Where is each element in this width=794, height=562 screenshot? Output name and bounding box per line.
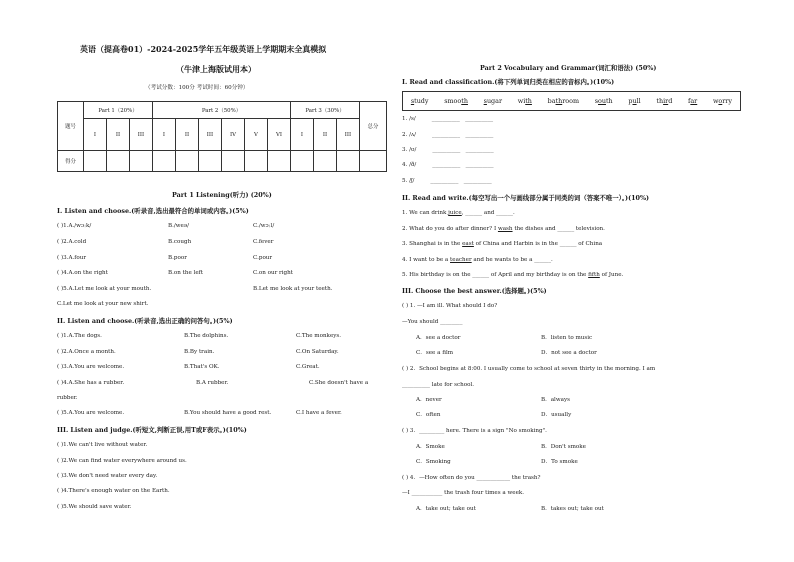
r-sec2-item: 3. Shanghai is in the east of China and Harbin is in the ______ of China — [402, 241, 603, 247]
l-sec1-extra: C.Let me look at your new shirt. — [57, 301, 149, 307]
word-third: third — [656, 97, 673, 105]
score-col: III — [130, 119, 153, 151]
q4-option-b[interactable]: B．takes out; take out — [541, 506, 604, 512]
score-cell[interactable] — [84, 151, 107, 172]
q3-option-d[interactable]: D．To smoke — [541, 459, 578, 465]
score-col: III — [199, 119, 222, 151]
word-smooth: smooth — [444, 97, 468, 105]
q2-option-a[interactable]: A．never — [416, 397, 442, 403]
l-sec1-opt: C.on our right — [253, 270, 293, 276]
phonetic-row: 3. /ʊ/ __________ __________ — [402, 147, 494, 153]
score-col: V — [245, 119, 268, 151]
phonetic-label: 1. /s/ — [402, 116, 416, 122]
score-cell[interactable] — [291, 151, 314, 172]
underlined-letters: o — [718, 97, 723, 105]
score-cell[interactable] — [337, 151, 360, 172]
score-cell[interactable] — [199, 151, 222, 172]
underlined-letters: s — [483, 97, 487, 105]
q1-option-b[interactable]: B．listen to music — [541, 335, 593, 341]
score-table-label-number: 题号 — [58, 102, 84, 151]
r-sec2-item: 1. We can drink juice, ______ and ______. — [402, 210, 515, 216]
r-sec3-heading: III. Choose the best answer.(选择题。)(5%) — [402, 287, 547, 295]
score-cell[interactable] — [107, 151, 130, 172]
l-sec1-item: ( )5.A.Let me look at your mouth. — [57, 286, 152, 292]
phonetic-row: 4. /ð/ __________ __________ — [402, 162, 494, 168]
r-sec2-heading: II. Read and write.(每空写出一个与画线部分属于同类的词（答案不唯一）。)(10%) — [402, 194, 650, 202]
l-sec1-item: ( )2.A.cold — [57, 239, 87, 245]
l-sec3-item: ( )4.There's enough water on the Earth. — [57, 488, 170, 494]
score-cell[interactable] — [245, 151, 268, 172]
q4-stem: ( ) 4．—How often do you ____________ the trash? — [402, 475, 541, 481]
l-sec1-opt: B.on the left — [168, 270, 203, 276]
score-cell[interactable] — [268, 151, 291, 172]
q2-option-b[interactable]: B．always — [541, 397, 570, 403]
word-study: study — [410, 97, 429, 105]
exam-subtitle: （牛津上海版试用本） — [176, 64, 256, 74]
l-sec3-item: ( )5.We should save water. — [57, 504, 132, 510]
l-sec1-item: ( )4.A.on the right — [57, 270, 108, 276]
l-sec2-item: ( )1.A.The dogs. — [57, 333, 102, 339]
word-south: south — [594, 97, 613, 105]
phonetic-label: 3. /ʊ/ — [402, 147, 417, 153]
part1-title: Part 1 Listening(听力) (20%) — [172, 191, 272, 199]
l-sec2-item: ( )3.A.You are welcome. — [57, 364, 125, 370]
exam-info: （考试分数：100分 考试时间：60分钟） — [145, 85, 249, 91]
q1-option-c[interactable]: C．see a film — [416, 350, 454, 356]
r-sec2-item: 4. I want to be a teacher and he wants to be a ______. — [402, 257, 553, 263]
l-sec2-opt: C.Great. — [296, 364, 320, 370]
word-with: with — [517, 97, 532, 105]
underlined-letters: th — [461, 97, 468, 105]
part2-title: Part 2 Vocabulary and Grammar(词汇和语法) (50%) — [480, 64, 657, 72]
r-sec1-heading: I. Read and classification.(将下列单词归类在相应的音标内。)(10%) — [402, 78, 615, 86]
score-table-part3: Part 3（30%） — [291, 102, 360, 119]
l-sec1-opt: C.pour — [253, 255, 273, 261]
score-table — [57, 101, 387, 172]
l-sec2-opt: B.That's OK. — [184, 364, 220, 370]
word-pull: pull — [628, 97, 641, 105]
score-table-total: 总分 — [360, 102, 387, 151]
l-sec1-item: ( )3.A.four — [57, 255, 87, 261]
exam-title: 英语（提高卷01）-2024-2025学年五年级英语上学期期末全真模拟 — [80, 44, 327, 54]
l-sec2-opt: C.The monkeys. — [296, 333, 342, 339]
phonetic-label: 2. /ʌ/ — [402, 132, 417, 138]
score-cell-total[interactable] — [360, 151, 387, 172]
q3-option-b[interactable]: B．Don't smoke — [541, 444, 586, 450]
underlined-letters: ir — [663, 97, 669, 105]
l-sec2-opt: B.A rubber. — [196, 380, 229, 386]
word-sugar: sugar — [483, 97, 503, 105]
q3-option-a[interactable]: A．Smoke — [416, 444, 445, 450]
r-sec2-item: 5. His birthday is on the ______ of April and my birthday is on the fifth of June. — [402, 272, 624, 278]
score-cell[interactable] — [153, 151, 176, 172]
score-cell[interactable] — [130, 151, 153, 172]
word-worry: worry — [712, 97, 733, 105]
q3-stem: ( ) 3．_________ here. There is a sign "No smoking". — [402, 428, 547, 434]
underlined-letters: th — [525, 97, 532, 105]
q1-line2: —You should ________ — [402, 319, 463, 325]
score-col: IV — [222, 119, 245, 151]
score-col: I — [153, 119, 176, 151]
l-sec2-opt: C.I have a fever. — [296, 410, 342, 416]
score-col: I — [291, 119, 314, 151]
q4-option-a[interactable]: A．take out; take out — [416, 506, 476, 512]
l-sec1-opt: B.poor — [168, 255, 187, 261]
score-col: III — [337, 119, 360, 151]
score-col: II — [107, 119, 130, 151]
l-sec1-opt: C./wɔːl/ — [253, 223, 275, 229]
word-far: far — [687, 97, 698, 105]
q2-option-c[interactable]: C．often — [416, 412, 441, 418]
underlined-letters: u — [632, 97, 637, 105]
l-sec3-heading: III. Listen and judge.(听短文,判断正误,用T或F表示。)(10%) — [57, 426, 247, 434]
l-sec3-item: ( )3.We don't need water every day. — [57, 473, 158, 479]
l-sec2-opt: B.You should have a good rest. — [184, 410, 272, 416]
l-sec2-item: ( )4.A.She has a rubber. — [57, 380, 125, 386]
phonetic-row: 2. /ʌ/ __________ __________ — [402, 132, 494, 138]
q1-option-a[interactable]: A．see a doctor — [416, 335, 461, 341]
underlined-letters: ou — [598, 97, 606, 105]
r-sec2-item: 2. What do you do after dinner? I wash the dishes and ______ television. — [402, 226, 605, 232]
score-col: II — [314, 119, 337, 151]
score-col: VI — [268, 119, 291, 151]
l-sec2-opt: C.On Saturday. — [296, 349, 339, 355]
l-sec3-item: ( )1.We can't live without water. — [57, 442, 148, 448]
q3-option-c[interactable]: C．Smoking — [416, 459, 451, 465]
score-table-part2: Part 2（50%） — [153, 102, 291, 119]
l-sec2-wrap: rubber. — [57, 395, 78, 401]
l-sec2-heading: II. Listen and choose.(听录音,选出正确的问答句。)(5%) — [57, 317, 233, 325]
score-table-part1: Part 1（20%） — [84, 102, 153, 119]
phonetic-row: 1. /s/ __________ __________ — [402, 116, 494, 122]
score-cell[interactable] — [176, 151, 199, 172]
l-sec1-opt: B.Let me look at your teeth. — [253, 286, 333, 292]
l-sec1-opt: C.fever — [253, 239, 274, 245]
q2-stem: ( ) 2．School begins at 8:00. I usually come to school at seven thirty in the morning. I am — [402, 366, 656, 372]
score-cell[interactable] — [222, 151, 245, 172]
l-sec2-opt: C.She doesn't have a — [309, 380, 369, 386]
underlined-letters: ar — [690, 97, 698, 105]
word-bathroom: bathroom — [547, 97, 580, 105]
l-sec1-opt: B.cough — [168, 239, 192, 245]
l-sec2-item: ( )2.A.Once a month. — [57, 349, 116, 355]
q4-line2: —I ___________ the trash four times a week. — [402, 490, 525, 496]
l-sec1-heading: I. Listen and choose.(听录音,选出最符合的单词或内容。)(5%) — [57, 207, 249, 215]
score-table-label-score: 得分 — [58, 151, 84, 172]
score-col: I — [84, 119, 107, 151]
phonetic-label: 4. /ð/ — [402, 162, 417, 168]
phonetic-row: 5. /ʃ/ __________ __________ — [402, 178, 492, 184]
q1-option-d[interactable]: D．not see a doctor — [541, 350, 597, 356]
q2-line2: __________ late for school. — [402, 382, 475, 388]
l-sec2-item: ( )5.A.You are welcome. — [57, 410, 125, 416]
score-col: II — [176, 119, 199, 151]
l-sec3-item: ( )2.We can find water everywhere around us. — [57, 458, 187, 464]
q1-stem: ( ) 1. —I am ill. What should I do? — [402, 303, 498, 309]
l-sec2-opt: B.The dolphins. — [184, 333, 229, 339]
l-sec2-opt: B.By train. — [184, 349, 215, 355]
l-sec1-item: ( )1.A./wɔːk/ — [57, 223, 92, 229]
q2-option-d[interactable]: D．usually — [541, 412, 572, 418]
score-cell[interactable] — [314, 151, 337, 172]
phonetic-label: 5. /ʃ/ — [402, 178, 415, 184]
underlined-letters: th — [555, 97, 563, 105]
underlined-letters: s — [410, 97, 415, 105]
l-sec1-opt: B./weə/ — [168, 223, 190, 229]
word-box — [402, 91, 741, 111]
